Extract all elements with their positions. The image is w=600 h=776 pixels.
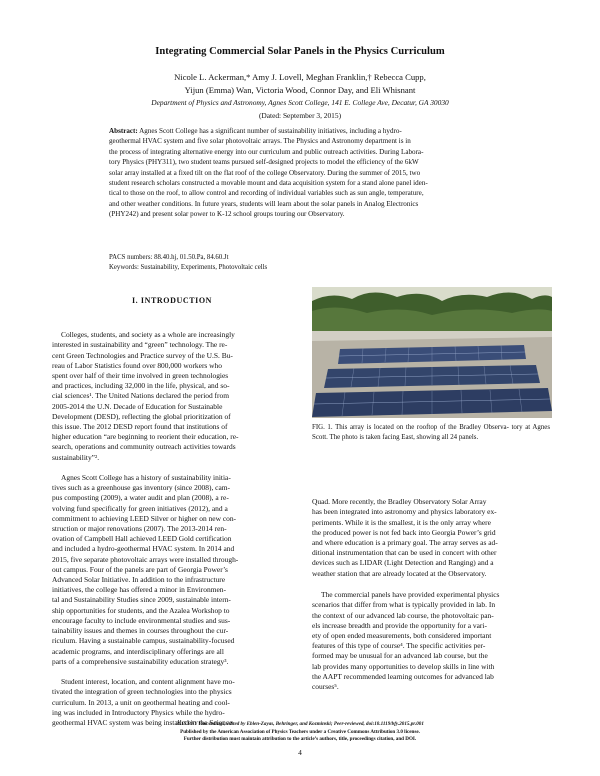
author-line-2: Yijun (Emma) Wan, Victoria Wood, Connor Day, and Eli Whisnant bbox=[184, 85, 416, 95]
date-line: (Dated: September 3, 2015) bbox=[258, 111, 342, 120]
footer-attribution: Further distribution must maintain attribution to the article’s authors, title, proceedings citation, and DOI. bbox=[183, 736, 417, 743]
keywords: Keywords: Sustainability, Experiments, Photovoltaic cells bbox=[109, 264, 268, 272]
footer-license: Published by the American Association of Physics Teachers under a Creative Commons Attribution 3.0 license. bbox=[180, 728, 420, 735]
paragraph: Student interest, location, and content alignment have mo- tivated the integration of green technologies into the physics curriculum. In 2013, a unit on geothermal heating and cool- ing was included in Introductory Physics while the hydro- geothermal HVAC system was being installed in the Science bbox=[52, 677, 235, 727]
left-column bbox=[52, 320, 292, 738]
right-column-continued bbox=[312, 580, 552, 702]
pacs-numbers: PACS numbers: 88.40.hj, 01.50.Pa, 84.60.Jt bbox=[109, 254, 229, 261]
page-footer bbox=[0, 721, 600, 744]
page-number: 4 bbox=[298, 748, 302, 757]
paragraph: Quad. More recently, the Bradley Observatory Solar Array has been integrated into astronomy and physics laboratory ex- periments. While it is the smallest, it is the only array where the produced power is not fed back into Georgia Power’s grid and where education is a primary goal. The array serves as ad- ditional instrumentation that can be used in concert with other devices such as LIDAR (Light Detection and Ranging) and a weather station that are already located at the Observatory. bbox=[312, 497, 498, 578]
figure-solar-array-photo bbox=[312, 287, 552, 418]
section-heading-introduction: I. INTRODUCTION bbox=[131, 296, 213, 305]
figure-caption: FIG. 1. This array is located on the rooftop of the Bradley Observa- tory at Agnes Scott. The photo is taken facing East, showing all 24 panels. bbox=[312, 424, 550, 441]
abstract-label: Abstract: bbox=[109, 127, 138, 135]
author-line-1: Nicole L. Ackerman,* Amy J. Lovell, Meghan Franklin,† Rebecca Cupp, bbox=[174, 72, 426, 82]
paper-title: Integrating Commercial Solar Panels in the Physics Curriculum bbox=[155, 46, 445, 57]
right-column bbox=[312, 487, 552, 589]
abstract-text: Agnes Scott College has a significant number of sustainability initiatives, including a hydro- geothermal HVAC system and five solar photovoltaic arrays. The Physics and Astronomy department is in the process of integrating alternative energy into our curriculum and public outreach activities. During Labora- tory Physics (PHY311), two student teams pursued self-designed projects to model the efficiency of the 6kW solar array installed at a fixed tilt on the flat roof of the college Observatory. During the summer of 2015, two student research scholars constructed a movable mount and data acquisition system for a stand alone panel iden- tical to those on the roof, to allow control and recording of individual variables such as sun angle, temperature, and other weather conditions. In future years, students will learn about the solar panels in Analog Electronics (PHY242) and present solar power to K-12 school groups touring our Observatory. bbox=[109, 127, 428, 219]
author-list bbox=[110, 71, 490, 97]
paragraph: Colleges, students, and society as a whole are increasingly interested in sustainability and “green” technology. The re- cent Green Technologies and Practice survey of the U.S. Bu- reau of Labor Statistics found over 800,000 workers who spent over half of their time involved in green technologies and practices, including 32,000 in the life, physical, and so- cial sciences¹. The United Nations declared the period from 2005-2014 the U.N. Decade of Education for Sustainable Development (DESD), reflecting the global prioritization of this issue. The 2012 DESD report found that institutions of higher education “are beginning to reorient their education, re- search, operations and community outreach activities towards sustainability”². bbox=[52, 330, 239, 462]
footer-citation: 2015 BFY Proceedings, edited by Eblen-Zayas, Behringer, and Kozminski; Peer-reviewed, doi:10.1119/bfy.2015.pr.001 bbox=[176, 721, 424, 727]
paragraph: The commercial panels have provided experimental physics scenarios that differ from what is typically provided in lab. In the context of our advanced lab course, the photovoltaic pan- els increase breadth and provide the opportunity for a vari- ety of open ended measurements, both considered important features of this type of course⁴. The specific activities per- formed may be unusual for an advanced lab course, but the lab provides many opportunities to develop skills in line with the AAPT recommended learning outcomes for advanced lab courses⁵. bbox=[312, 590, 500, 692]
solar-array-illustration bbox=[312, 287, 552, 418]
metadata bbox=[109, 253, 491, 273]
affiliation: Department of Physics and Astronomy, Agnes Scott College, 141 E. College Ave, Decatur, GA 30030 bbox=[151, 98, 449, 107]
abstract bbox=[109, 126, 491, 220]
paragraph: Agnes Scott College has a history of sustainability initia- tives such as a greenhouse gas inventory (since 2008), cam- pus composting (2009), a water audit and plan (2008), a re- volving fund specifically for green initiatives (2012), and a commitment to achieving LEED Silver or higher on new con- struction or major renovations (2007). The 2013-2014 ren- ovation of Campbell Hall achieved LEED Gold certification and included a hydro-geothermal HVAC system. In 2014 and 2015, five separate photovoltaic arrays were installed through- out campus. Four of the panels are part of Georgia Power’s Advanced Solar Initiative. In addition to the infrastructure initiatives, the college has offered a minor in Environmen- tal and Sustainability Studies since 2009, sustainable intern- ship opportunities for students, and the Azalea Workshop to encourage faculty to include environmental studies and sus- tainability issues and themes in courses throughout the cur- riculum. Having a sustainable campus, sustainability-focused academic programs, and interdisciplinary offerings are all parts of a comprehensive sustainability education strategy³. bbox=[52, 473, 239, 666]
